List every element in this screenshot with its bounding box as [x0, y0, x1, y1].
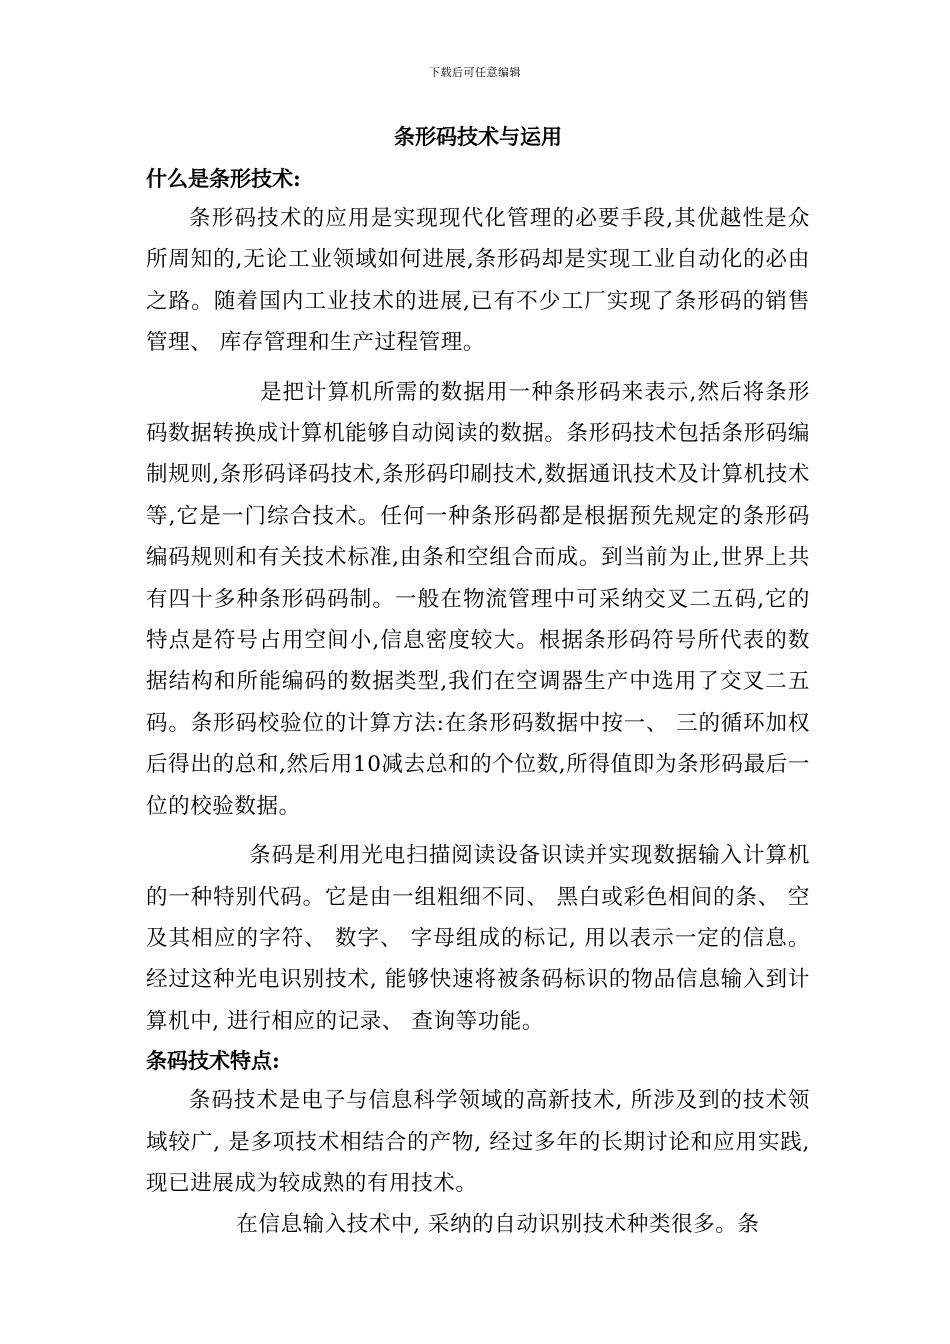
paragraph-barcode-definition: 条码是利用光电扫描阅读设备识读并实现数据输入计算机的一种特别代码。它是由一组粗细不同、 黑白或彩色相间的条、 空及其相应的字符、 数字、 字母组成的标记, 用以表示一定的信息。经过这种光电识别技术, 能够快速将被条码标识的物品信息输入到计算机中, 进行相应的记录、 查询等功能。: [146, 843, 810, 1034]
paragraph-barcode-encoding: 是把计算机所需的数据用一种条形码来表示,然后将条形码数据转换成计算机能够自动阅读的数据。条形码技术包括条形码编制规则,条形码译码技术,条形码印刷技术,数据通讯技术及计算机技术等,它是一门综合技术。任何一种条形码都是根据预先规定的条形码编码规则和有关技术标准,由条和空组合而成。到当前为止,世界上共有四十多种条形码码制。一般在物流管理中可采纳交叉二五码,它的特点是符号占用空间小,信息密度较大。根据条形码符号所代表的数据结构和所能编码的数据类型,我们在空调器生产中选用了交叉二五码。条形码校验位的计算方法:在条形码数据中按一、 三的循环加权后得出的总和,然后用10减去总和的个位数,所得值即为条形码最后一位的校验数据。: [146, 379, 810, 819]
page-header-note: 下载后可任意编辑: [429, 66, 521, 79]
document-title: 条形码技术与运用: [394, 124, 562, 149]
section-heading-what-is-barcode: 什么是条形技术:: [146, 166, 301, 191]
paragraph-barcode-features: 条码技术是电子与信息科学领域的高新技术, 所涉及到的技术领域较广, 是多项技术相结合的产物, 经过多年的长期讨论和应用实践, 现已进展成为较成熟的有用技术。: [146, 1088, 810, 1196]
section-heading-barcode-features: 条码技术特点:: [146, 1048, 280, 1074]
paragraph-input-technology: 在信息输入技术中, 采纳的自动识别技术种类很多。条: [236, 1212, 760, 1238]
paragraph-barcode-intro: 条形码技术的应用是实现现代化管理的必要手段,其优越性是众所周知的,无论工业领域如何进展,条形码却是实现工业自动化的必由之路。随着国内工业技术的进展,已有不少工厂实现了条形码的销售管理、 库存管理和生产过程管理。: [146, 206, 810, 356]
document-body: [146, 118, 810, 1246]
